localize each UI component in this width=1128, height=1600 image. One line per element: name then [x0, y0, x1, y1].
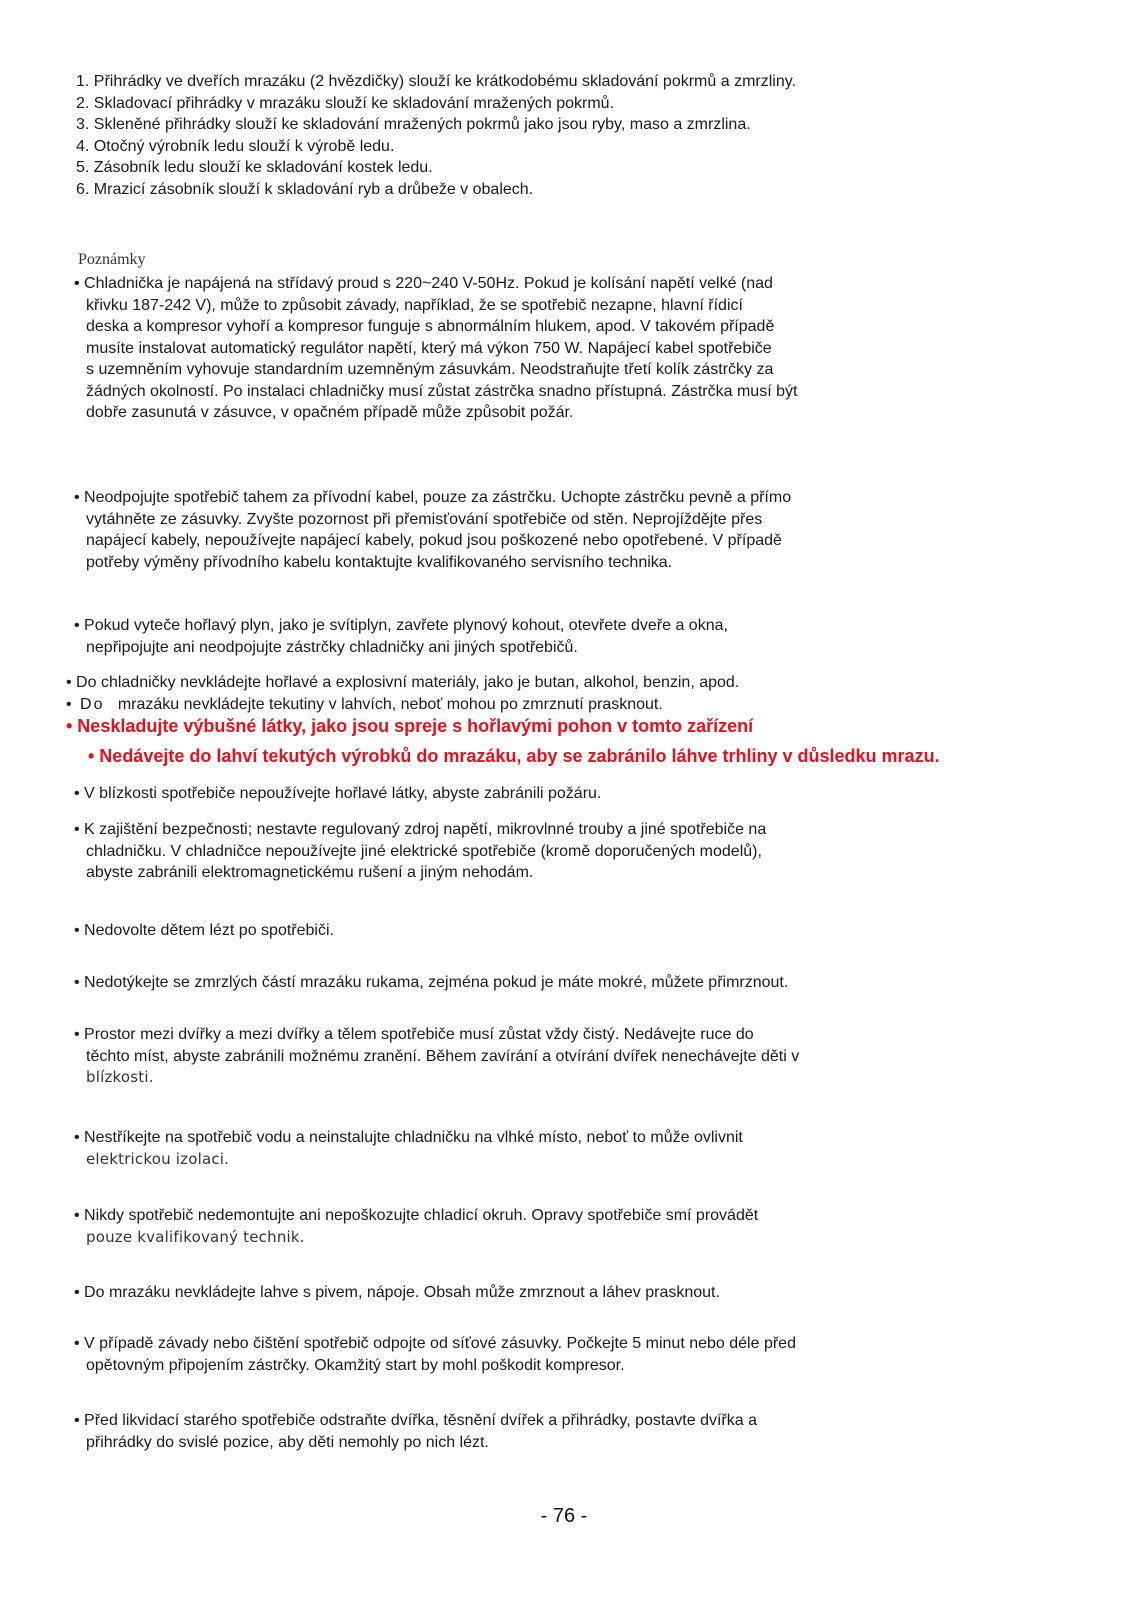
paragraph-line: opětovným připojením zástrčky. Okamžitý start by mohl poškodit kompresor.: [86, 1356, 625, 1374]
note-paragraph-unplug-wait: [74, 1333, 796, 1376]
list-item: 3. Skleněné přihrádky slouží ke skladování mražených pokrmů jako jsou ryby, maso a zmrzlina.: [76, 116, 751, 133]
paragraph-line: elektrickou izolaci.: [86, 1149, 230, 1168]
note-paragraph-safety: [74, 819, 766, 884]
paragraph-line: vytáhněte ze zásuvky. Zvyšte pozornost při přemisťování spotřebiče od stěn. Neprojíždějte přes: [86, 510, 763, 528]
paragraph-line: • V případě závady nebo čištění spotřebič odpojte od síťové zásuvky. Počkejte 5 minut nebo déle před: [74, 1335, 796, 1352]
list-item: 5. Zásobník ledu slouží ke skladování kostek ledu.: [76, 159, 433, 176]
paragraph-line: • Pokud vyteče hořlavý plyn, jako je svítiplyn, zavřete plynový kohout, otevřete dveře a okna,: [74, 617, 728, 634]
warning-bottles: • Nedávejte do lahví tekutých výrobků do mrazáku, aby se zabránilo láhve trhliny v důsledku mrazu.: [88, 746, 940, 766]
paragraph-line: • Neodpojujte spotřebič tahem za přívodní kabel, pouze za zástrčku. Uchopte zástrčku pevně a přímo: [74, 489, 792, 506]
paragraph-line: chladničku. V chladničce nepoužívejte jiné elektrické spotřebiče (kromě doporučených modelů),: [86, 842, 762, 860]
paragraph-line: těchto míst, abyste zabránili možnému zranění. Během zavírání a otvírání dvířek nenechávejte děti v: [86, 1047, 800, 1065]
paragraph-line: dobře zasunutá v zásuvce, v opačném případě může způsobit požár.: [86, 404, 574, 421]
note-paragraph-doors: [74, 1024, 799, 1089]
notes-heading: Poznámky: [78, 251, 146, 268]
paragraph-line: křivku 187-242 V), může to způsobit závady, například, že se spotřebič nezapne, hlavní řídicí: [86, 296, 743, 314]
paragraph-line: nepřipojujte ani neodpojujte zástrčky chladničky ani jiných spotřebičů.: [86, 638, 578, 656]
warning-explosives: • Neskladujte výbušné látky, jako jsou spreje s hořlavými pohon v tomto zařízení: [66, 716, 754, 736]
note-bottles-in-freezer: [66, 694, 663, 716]
page-number: - 76 -: [540, 1505, 588, 1527]
paragraph-line: • Chladnička je napájená na střídavý proud s 220~240 V-50Hz. Pokud je kolísání napětí velké (nad: [74, 275, 773, 292]
note-flammable-materials: [66, 672, 739, 694]
note-paragraph-unplug: [74, 487, 791, 573]
list-item: 2. Skladovací přihrádky v mrazáku slouží ke skladování mražených pokrmů.: [76, 94, 615, 112]
note-paragraph-disposal: [74, 1410, 757, 1453]
paragraph-line: deska a kompresor vyhoří a kompresor funguje s abnormálním hlukem, apod. V takovém případě: [86, 318, 775, 335]
numbered-list: [76, 71, 796, 200]
paragraph-line: • Nikdy spotřebič nedemontujte ani nepoškozujte chladicí okruh. Opravy spotřebiče smí provádět: [74, 1207, 759, 1224]
note-paragraph-power: [74, 273, 797, 424]
paragraph-line: • Před likvidací starého spotřebiče odstraňte dvířka, těsnění dvířek a přihrádky, postavte dvířka a: [74, 1412, 757, 1429]
paragraph-line: napájecí kabely, nepoužívejte napájecí kabely, pokud jsou poškozené nebo opotřebené. V případě: [86, 532, 782, 549]
note-children-climbing: [74, 920, 334, 942]
paragraph-line: abyste zabránili elektromagnetickému rušení a jiným nehodám.: [86, 864, 534, 881]
note-paragraph-gas: [74, 615, 728, 658]
list-item: 4. Otočný výrobník ledu slouží k výrobě ledu.: [76, 137, 395, 155]
paragraph-line: žádných okolností. Po instalaci chladničky musí zůstat zástrčka snadno přístupná. Zástrčka musí být: [86, 382, 798, 400]
paragraph-line: • Do mrazáku nevkládejte lahve s pivem, nápoje. Obsah může zmrznout a láhev prasknout.: [74, 1284, 720, 1301]
paragraph-line: s uzemněním vyhovuje standardním uzemněným zásuvkám. Neodstraňujte třetí kolík zástrčky za: [86, 361, 774, 378]
paragraph-line: mrazáku nevkládejte tekutiny v lahvích, neboť mohou po zmrznutí prasknout.: [117, 696, 663, 713]
note-paragraph-water: [74, 1127, 743, 1170]
paragraph-line: přihrádky do svislé pozice, aby děti nemohly po nich lézt.: [86, 1433, 489, 1451]
paragraph-line: • V blízkosti spotřebiče nepoužívejte hořlavé látky, abyste zabránili požáru.: [74, 785, 602, 802]
paragraph-line: musíte instalovat automatický regulátor napětí, který má výkon 750 W. Napájecí kabel spotřebiče: [86, 339, 772, 357]
paragraph-line: pouze kvalifikovaný technik.: [86, 1227, 305, 1246]
paragraph-line: • K zajištění bezpečnosti; nestavte regulovaný zdroj napětí, mikrovlnné trouby a jiné spotřebiče na: [74, 821, 767, 838]
paragraph-line: • Nedovolte dětem lézt po spotřebiči.: [74, 922, 334, 939]
note-frozen-parts: [74, 972, 788, 994]
note-flammable-nearby: [74, 783, 601, 805]
note-paragraph-circuit: [74, 1205, 758, 1248]
paragraph-line: • Nedotýkejte se zmrzlých částí mrazáku rukama, zejména pokud je máte mokré, můžete přimrznout.: [74, 974, 789, 991]
paragraph-line: • Do chladničky nevkládejte hořlavé a explosivní materiály, jako je butan, alkohol, benzin, apod.: [66, 674, 740, 691]
paragraph-prefix: • Do: [66, 696, 105, 713]
paragraph-line: blízkosti.: [86, 1068, 154, 1086]
list-item: 6. Mrazicí zásobník slouží k skladování ryb a drůbeže v obalech.: [76, 180, 534, 198]
list-item: 1. Přihrádky ve dveřích mrazáku (2 hvězdičky) slouží ke krátkodobému skladování pokrmů a zmrzliny.: [76, 73, 796, 90]
note-beer-bottles: [74, 1282, 720, 1304]
paragraph-line: potřeby výměny přívodního kabelu kontaktujte kvalifikovaného servisního technika.: [86, 553, 673, 571]
paragraph-line: • Prostor mezi dvířky a mezi dvířky a tělem spotřebiče musí zůstat vždy čistý. Nedávejte ruce do: [74, 1026, 754, 1043]
paragraph-line: • Nestříkejte na spotřebič vodu a neinstalujte chladničku na vlhké místo, neboť to může ovlivnit: [74, 1129, 743, 1146]
